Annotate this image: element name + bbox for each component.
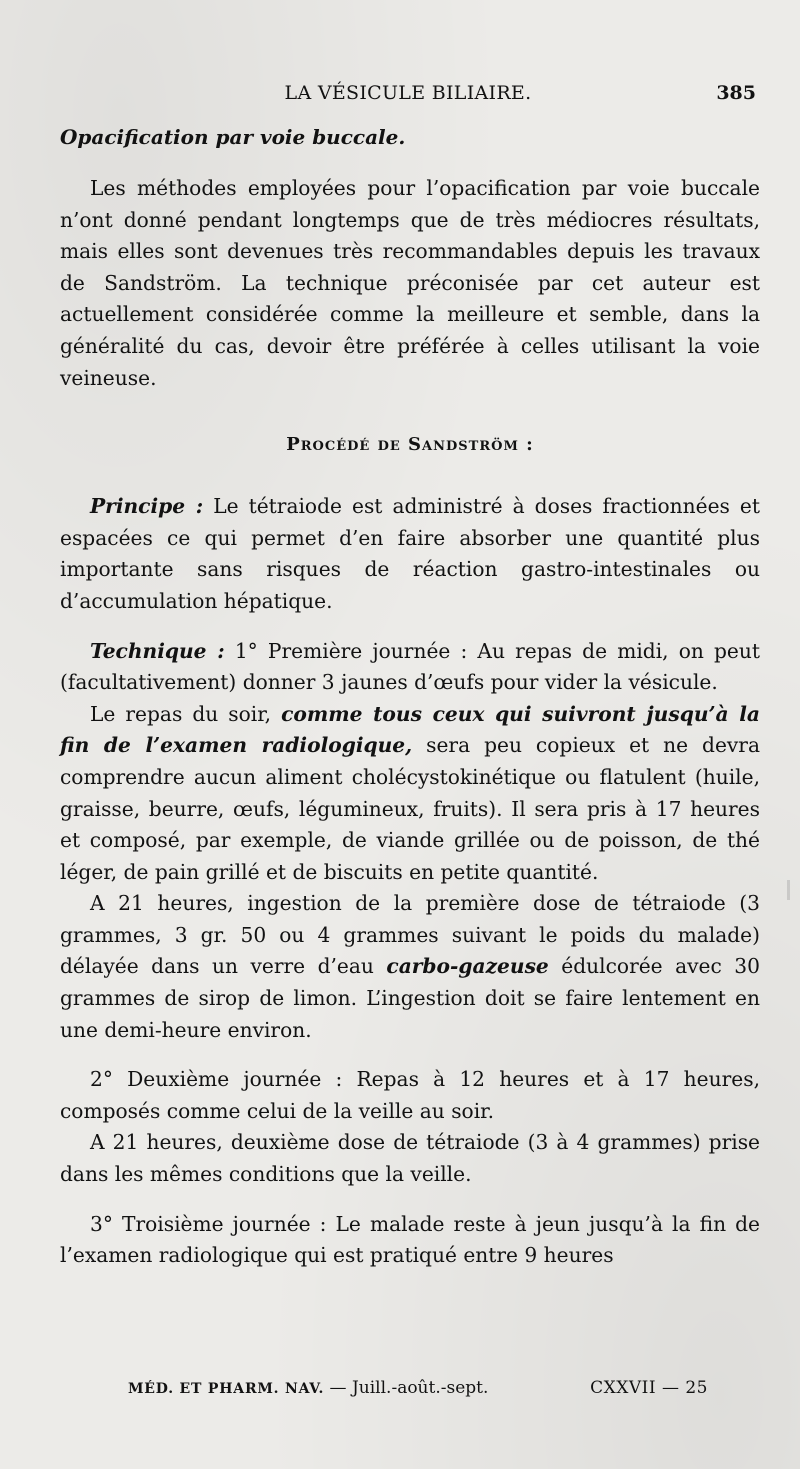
principe-label: Principe : xyxy=(90,494,204,519)
running-title: LA VÉSICULE BILIAIRE. xyxy=(284,82,532,104)
first-dose-emphasis: carbo-gazeuse xyxy=(386,954,549,979)
first-dose-text-a: A 21 heures, ingestion de la première dose de tétraiode (3 grammes, 3 gr. 50 ou 4 grammes suivant le poids du malade) délayée dans un verre d’eau xyxy=(60,891,760,979)
day-two-dose-paragraph: A 21 heures, deuxième dose de tétraiode (3 à 4 grammes) prise dans les mêmes conditions que la veille. xyxy=(60,1130,760,1187)
evening-meal-paragraph xyxy=(60,699,760,889)
first-dose-text-b: édulcorée avec 30 grammes de sirop de limon. L’ingestion doit se faire lentement en une demi-heure environ. xyxy=(60,954,760,1042)
footer-volume: CXXVII — 25 xyxy=(590,1378,708,1398)
margin-mark xyxy=(787,880,790,900)
technique-label: Technique : xyxy=(90,638,225,663)
procedure-heading: Procédé de Sandström : xyxy=(286,434,534,456)
technique-paragraph xyxy=(60,636,760,699)
technique-text: 1° Première journée : Au repas de midi, on peut (facultativement) donner 3 jaunes d’œufs pour vider la vésicule. xyxy=(60,638,760,695)
page-body xyxy=(60,125,760,1272)
day-three-paragraph: 3° Troisième journée : Le malade reste à jeun jusqu’à la fin de l’examen radiologique qui est pratiqué entre 9 heures xyxy=(60,1211,760,1268)
page-footer xyxy=(128,1378,708,1402)
footer-journal: MÉD. ET PHARM. NAV. xyxy=(128,1381,325,1397)
footer-issue: Juill.-août.-sept. xyxy=(351,1378,489,1398)
evening-meal-emphasis: comme tous ceux qui suivront jusqu’à la fin de l’examen radiologique, xyxy=(60,701,760,758)
first-dose-paragraph xyxy=(60,888,760,1046)
intro-paragraph: Les méthodes employées pour l’opacification par voie buccale n’ont donné pendant longtemps que de très médiocres résultats, mais elles sont devenues très recommandables depuis les travaux de Sandström. La technique préconisée par cet auteur est actuellement considérée comme la meilleure et semble, dans la généralité du cas, devoir être préférée à celles utilisant la voie veineuse. xyxy=(60,176,760,390)
section-title: Opacification par voie buccale. xyxy=(60,125,406,149)
page-header xyxy=(60,82,756,112)
footer-journal-line xyxy=(128,1378,488,1398)
evening-meal-text-b: sera peu copieux et ne devra comprendre aucun aliment cholécystokinétique ou flatulent (huile, graisse, beurre, œufs, légumineux, fruits). Il sera pris à 17 heures et composé, par exemple, de viande grillée ou de poisson, de thé léger, de pain grillé et de biscuits en petite quantité. xyxy=(60,733,760,884)
day-two-paragraph: 2° Deuxième journée : Repas à 12 heures et à 17 heures, composés comme celui de la veille au soir. xyxy=(60,1067,760,1123)
page-number: 385 xyxy=(716,82,756,104)
principe-text: Le tétraiode est administré à doses fractionnées et espacées ce qui permet d’en faire absorber une quantité plus importante sans risques de réaction gastro-intestinales ou d’accumulation hépatique. xyxy=(60,494,760,613)
evening-meal-text-a: Le repas du soir, xyxy=(90,701,282,726)
footer-dash: — xyxy=(324,1378,352,1398)
principe-paragraph xyxy=(60,491,760,617)
